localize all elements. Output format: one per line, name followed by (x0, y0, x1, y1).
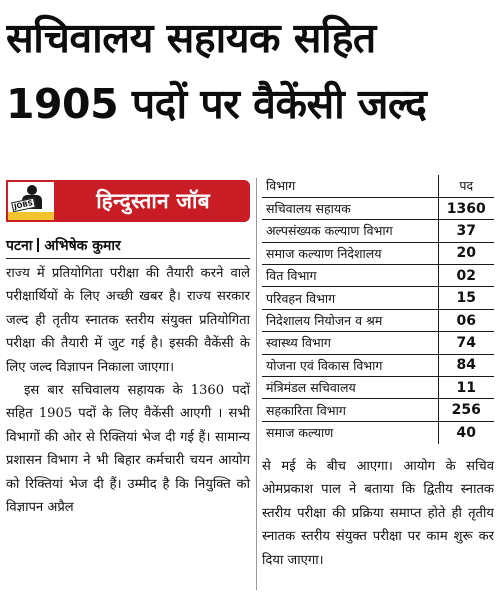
department-cell: निदेशालय नियोजन व श्रम (262, 309, 438, 331)
brand-banner (6, 180, 250, 222)
table-row (262, 309, 494, 331)
department-cell: अल्पसंख्यक कल्याण विभाग (262, 220, 438, 242)
article-paragraph-1: राज्य में प्रतियोगिता परीक्षा की तैयारी करने वाले परीक्षार्थियों के लिए अच्छी खबर है। राज्य सरकार जल्द ही तृतीय स्नातक स्तरीय संयुक्त प्रतियोगिता परीक्षा की तैयारी में जुट गई है। इसकी वैकेंसी के लिए जल्द विज्ञापन निकाला जाएगा। (6, 266, 250, 375)
brand-name: हिन्दुस्तान जॉब (56, 180, 250, 222)
column-divider (256, 178, 257, 590)
department-cell: योजना एवं विकास विभाग (262, 354, 438, 376)
department-cell: स्वास्थ्य विभाग (262, 332, 438, 354)
article-paragraph-2: इस बार सचिवालय सहायक के 1360 पदों सहित 1905 पदों के लिए वैकेंसी आएगी । सभी विभागों की ओर से रिक्तियां भेज दी गई हैं। सामान्य प्रशासन विभाग ने भी बिहार कर्मचारी चयन आयोग को रिक्तियां भेज दी हैं। उम्मीद है कि नियुक्ति को विज्ञापन अप्रैल (6, 383, 250, 516)
posts-cell: 20 (438, 242, 494, 264)
posts-cell: 40 (438, 421, 494, 443)
posts-cell: 11 (438, 377, 494, 399)
table-row (262, 265, 494, 287)
byline-place: पटना (6, 238, 33, 254)
article-column-right (262, 455, 494, 572)
byline-author: अभिषेक कुमार (44, 238, 121, 254)
posts-cell: 15 (438, 287, 494, 309)
headline-line-2: 1905 पदों पर वैकेंसी जल्द (6, 80, 427, 128)
department-cell: मंत्रिमंडल सचिवालय (262, 377, 438, 399)
posts-cell: 37 (438, 220, 494, 242)
posts-cell: 256 (438, 399, 494, 421)
department-cell: समाज कल्याण निदेशालय (262, 242, 438, 264)
headline-line-1: सचिवालय सहायक सहित (6, 14, 376, 62)
byline-separator (37, 238, 39, 252)
vacancy-table (262, 175, 494, 444)
logo-tag: JOBS (11, 198, 36, 213)
department-cell: सहकारिता विभाग (262, 399, 438, 421)
table-row (262, 287, 494, 309)
jobs-logo-icon (6, 180, 56, 222)
department-cell: वित विभाग (262, 265, 438, 287)
table-row (262, 377, 494, 399)
posts-cell: 1360 (438, 197, 494, 219)
byline (6, 236, 121, 255)
vacancy-table-header (262, 175, 494, 197)
posts-cell: 06 (438, 309, 494, 331)
article-paragraph-3: से मई के बीच आएगा। आयोग के सचिव ओमप्रकाश पाल ने बताया कि द्वितीय स्नातक स्तरीय परीक्षा की प्रक्रिया समाप्त होते ही तृतीय स्नातक स्तरीय संयुक्त परीक्षा पर काम शुरू कर दिया जाएगा। (262, 459, 494, 568)
posts-cell: 84 (438, 354, 494, 376)
table-row (262, 197, 494, 219)
department-cell: सचिवालय सहायक (262, 197, 438, 219)
headline (6, 6, 494, 138)
article-column-left (6, 262, 250, 519)
posts-cell: 02 (438, 265, 494, 287)
table-row (262, 242, 494, 264)
table-row (262, 399, 494, 421)
department-cell: परिवहन विभाग (262, 287, 438, 309)
header-posts: पद (438, 175, 494, 197)
byline-rule (6, 258, 250, 259)
header-department: विभाग (262, 175, 438, 197)
table-row (262, 421, 494, 443)
posts-cell: 74 (438, 332, 494, 354)
table-row (262, 354, 494, 376)
table-row (262, 332, 494, 354)
department-cell: समाज कल्याण (266, 425, 334, 441)
table-row (262, 220, 494, 242)
